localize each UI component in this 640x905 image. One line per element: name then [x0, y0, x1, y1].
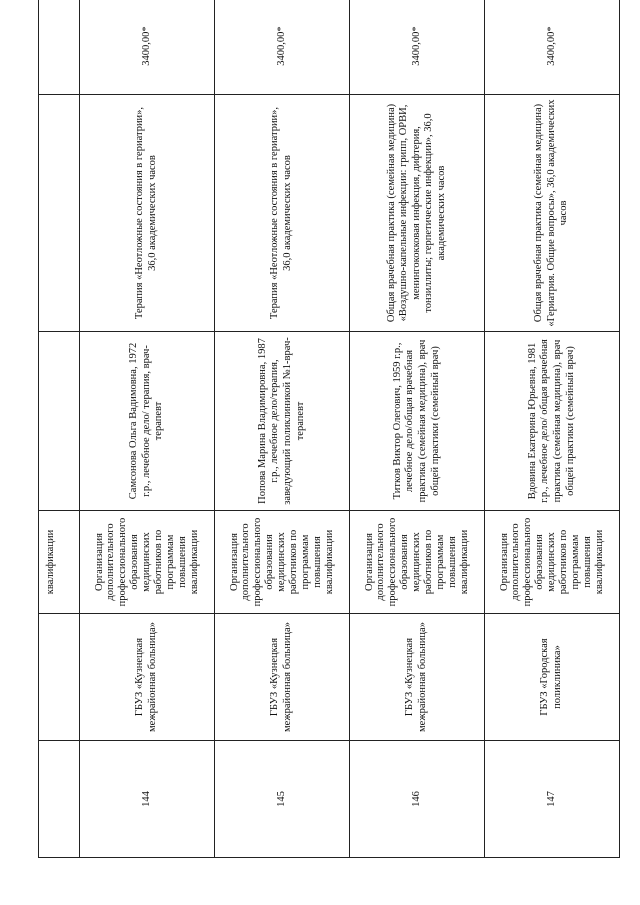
- table-row: [80, 0, 215, 858]
- rotated-page-content: [38, 26, 610, 858]
- cell-empty: [39, 0, 80, 95]
- table-continuation-row: [39, 0, 80, 858]
- cell-organization: ГБУЗ «Кузнецкая межрайонная больница»: [350, 614, 485, 741]
- cell-number: 147: [485, 741, 620, 858]
- cell-number: 145: [215, 741, 350, 858]
- cell-price: 3400,00*: [215, 0, 350, 95]
- cell-organization: ГБУЗ «Кузнецкая межрайонная больница»: [80, 614, 215, 741]
- cell-empty: [39, 332, 80, 511]
- cell-organization: ГБУЗ «Кузнецкая межрайонная больница»: [215, 614, 350, 741]
- cell-empty: [39, 95, 80, 332]
- training-table: [38, 0, 620, 858]
- cell-number: 144: [80, 741, 215, 858]
- cell-price: 3400,00*: [80, 0, 215, 95]
- cell-form-continuation: квалификации: [39, 511, 80, 614]
- cell-course: Общая врачебная практика (семейная медицина) «Гериатрия. Общие вопросы», 36,0 академических часов: [485, 95, 620, 332]
- cell-course: Терапия «Неотложные состояния в гериатрии», 36,0 академических часов: [215, 95, 350, 332]
- table-row: [215, 0, 350, 858]
- cell-price: 3400,00*: [350, 0, 485, 95]
- cell-employee: Самсонова Ольга Вадимовна, 1972 г.р., лечебное дело/ терапия, врач-терапевт: [80, 332, 215, 511]
- cell-form: Организация дополнительного профессионального образования медицинских работников по программам повышения квалификации: [485, 511, 620, 614]
- cell-organization: ГБУЗ «Городская поликлиника»: [485, 614, 620, 741]
- cell-form: Организация дополнительного профессионального образования медицинских работников по программам повышения квалификации: [350, 511, 485, 614]
- cell-employee: Вдовина Екатерина Юрьевна, 1981 г.р., лечебное дело/ общая врачебная практика (семейная медицина), врач общей практики (семейный врач): [485, 332, 620, 511]
- table-row: [350, 0, 485, 858]
- cell-form: Организация дополнительного профессионального образования медицинских работников по программам повышения квалификации: [215, 511, 350, 614]
- cell-form: Организация дополнительного профессионального образования медицинских работников по программам повышения квалификации: [80, 511, 215, 614]
- cell-price: 3400,00*: [485, 0, 620, 95]
- cell-employee: Попова Марина Владимировна, 1987 г.р., лечебное дело/терапия, заведующий поликлиникой №1-врач-терапевт: [215, 332, 350, 511]
- cell-empty: [39, 614, 80, 741]
- cell-course: Общая врачебная практика (семейная медицина) «Воздушно-капельные инфекции: грипп, ОРВИ, менингококковая инфекция, дифтерия, тонзиллиты; герпетические инфекции», 36,0 академических часов: [350, 95, 485, 332]
- table-row: [485, 0, 620, 858]
- cell-course: Терапия «Неотложные состояния в гериатрии», 36,0 академических часов: [80, 95, 215, 332]
- cell-employee: Титков Виктор Олегович, 1959 г.р., лечебное дело/общая врачебная практика (семейная медицина), врач общей практики (семейный врач): [350, 332, 485, 511]
- cell-empty: [39, 741, 80, 858]
- cell-number: 146: [350, 741, 485, 858]
